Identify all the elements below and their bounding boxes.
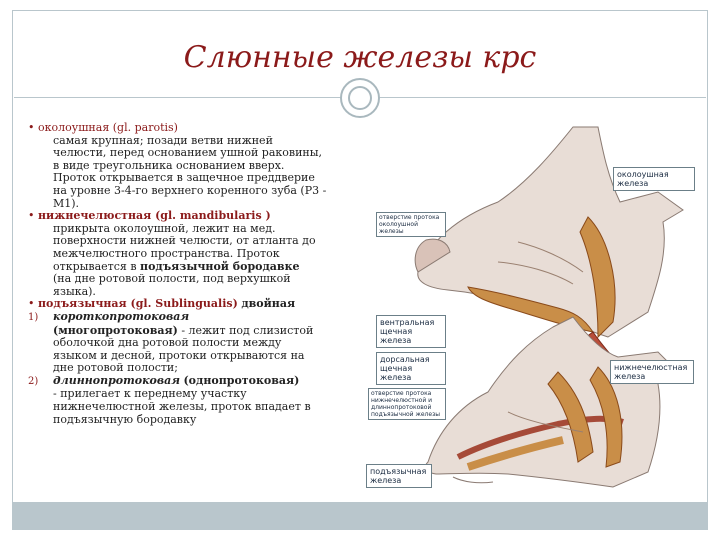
- mandibular-heading: нижнечелюстная (gl. mandibularis ): [38, 209, 271, 223]
- slide-body-text: [28, 122, 358, 426]
- text-line: поверхности нижней челюсти, от атланта до: [53, 234, 316, 248]
- text-line: оболочкой дна ротовой полости между: [53, 336, 282, 350]
- bottom-accent-band: [12, 502, 708, 530]
- text-line: в виде треугольника основанием вверх.: [53, 158, 285, 172]
- anatomy-illustration: [358, 122, 698, 500]
- text-line: (многопротоковая) - лежит под слизистой: [53, 323, 314, 337]
- bullet-parotid: • околоушная (gl. parotis): [28, 121, 178, 134]
- list-item-1: 1) короткопротоковая: [28, 309, 190, 323]
- label-dorsal-buccal-gland: дорсальная щечная железа: [376, 352, 446, 385]
- text-line: - прилегает к переднему участку: [53, 387, 247, 401]
- parotid-heading: околоушная (gl. parotis): [38, 121, 178, 134]
- text-line: языком и десной, протоки открываются на: [53, 348, 305, 362]
- list-item-2: 2) длиннопротоковая (однопротоковая): [28, 373, 300, 387]
- text-line: (на дне ротовой полости, под верхушкой: [53, 272, 291, 286]
- text-line: открывается в подъязычной бородавке: [53, 259, 300, 273]
- label-ventral-buccal-gland: вентральная щечная железа: [376, 315, 446, 348]
- bullet-mandibular: • нижнечелюстная (gl. mandibularis ): [28, 209, 271, 223]
- text-line: челюсти, перед основанием ушной раковины,: [53, 146, 322, 160]
- text-line: межчелюстного пространства. Проток: [53, 246, 280, 260]
- text-line: М1).: [53, 196, 80, 210]
- text-line: Проток открывается в защечное преддверие: [53, 171, 315, 185]
- label-parotid-gland: околоушная железа: [613, 167, 695, 191]
- text-line: подъязычную бородавку: [53, 412, 197, 426]
- label-parotid-duct-opening: отверстие протока околоушной железы: [376, 212, 446, 237]
- text-line: на уровне 3-4-го верхнего коренного зуба (Р3 -: [53, 183, 327, 197]
- text-line: языка).: [53, 284, 96, 298]
- sublingual-heading: подъязычная (gl. Sublingualis): [38, 297, 238, 311]
- label-mandibular-gland: нижнечелюстная железа: [610, 360, 694, 384]
- slide-title: Слюнные железы крс: [183, 40, 537, 75]
- text-line: нижнечелюстной железы, проток впадает в: [53, 400, 311, 414]
- bullet-sublingual: • подъязычная (gl. Sublingualis) двойная: [28, 297, 296, 311]
- text-line: прикрыта околоушной, лежит на мед.: [53, 221, 276, 235]
- label-ducts-opening: отверстие протока нижнечелюстной и длиннопротоковой подъязычной железы: [368, 388, 446, 420]
- text-line: самая крупная; позади ветви нижней: [53, 133, 273, 147]
- medallion-ornament: [340, 78, 380, 118]
- label-sublingual-gland: подъязычная железа: [366, 464, 432, 488]
- text-line: дне ротовой полости;: [53, 361, 178, 375]
